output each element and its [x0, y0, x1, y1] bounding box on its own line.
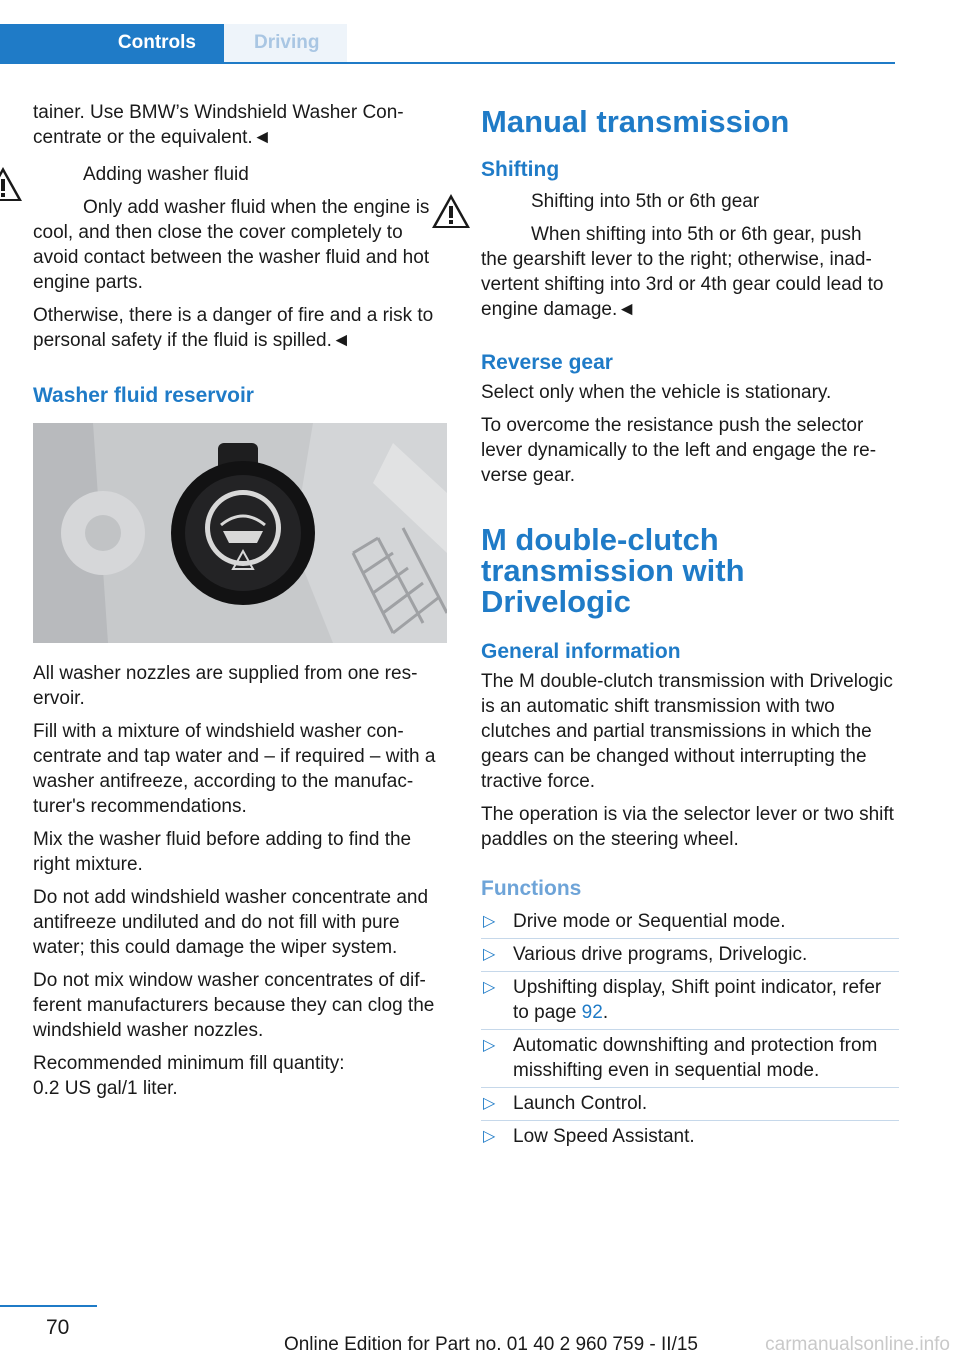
edition-text: Online Edition for Part no. 01 40 2 960 759 - II/15	[283, 1334, 698, 1355]
reverse-para-2: To overcome the resistance push the selector lever dynamically to the left and engage the reverse gear.	[481, 415, 877, 486]
list-item-text: Launch Control.	[513, 1093, 648, 1114]
fill-quantity-value: 0.2 US gal/1 liter.	[33, 1078, 178, 1099]
list-item	[481, 1121, 899, 1153]
list-item-text: Various drive programs, Drivelogic.	[513, 944, 808, 965]
right-column	[481, 100, 899, 1153]
warning-para2: Otherwise, there is a danger of fire and a risk to personal safety if the fluid is spilled.◄	[33, 305, 434, 351]
tab-driving[interactable]: Driving	[224, 24, 347, 62]
warning-body: cool, and then close the cover completely to avoid contact between the washer fluid and hot engine parts.	[33, 222, 430, 293]
warning-triangle-icon	[431, 193, 471, 229]
triangle-right-icon: ▷	[483, 913, 496, 930]
mdct-heading-line1: M double-clutch	[481, 522, 719, 557]
reservoir-cap-illustration	[33, 423, 447, 643]
washer-reservoir-photo	[33, 423, 447, 643]
warning-title: Adding washer fluid	[83, 164, 249, 185]
triangle-right-icon: ▷	[483, 1128, 496, 1145]
triangle-right-icon: ▷	[483, 979, 496, 996]
triangle-right-icon: ▷	[483, 1037, 496, 1054]
fill-quantity	[33, 1051, 451, 1101]
shifting-warning-title: Shifting into 5th or 6th gear	[531, 191, 760, 212]
list-item-text: Low Speed Assistant.	[513, 1126, 695, 1147]
mdct-heading	[481, 524, 899, 617]
left-column	[33, 100, 451, 1101]
list-item-text: Automatic downshifting and protection from misshifting even in sequential mode.	[513, 1035, 878, 1081]
page-number: 70	[46, 1316, 70, 1339]
list-item	[481, 972, 899, 1030]
tab-controls[interactable]: Controls	[0, 24, 224, 62]
general-para-1: The M double-clutch transmission with Drivelogic is an automatic shift transmission with two clutches and partial transmissions in which the gears can be changed without interrupting the tractive force.	[481, 671, 893, 792]
manual-transmission-heading: Manual transmission	[481, 104, 790, 139]
header-tabs	[0, 24, 895, 64]
shifting-warning-line1: When shifting into 5th or 6th gear, push	[531, 224, 862, 245]
list-item-text: Upshifting display, Shift point indicator, refer to page	[513, 977, 882, 1023]
list-item	[481, 1088, 899, 1121]
mdct-heading-line2: transmission with Drivelogic	[481, 553, 745, 619]
reservoir-para-5: Do not mix window washer concentrates of different manufacturers because they can clog the windshield washer nozzles.	[33, 970, 435, 1041]
functions-list	[481, 906, 899, 1153]
reservoir-para-4: Do not add windshield washer concentrate and antifreeze undiluted and do not fill with pure water; this could damage the wiper system.	[33, 887, 429, 958]
shifting-warning-body: the gearshift lever to the right; otherwise, inadvertent shifting into 3rd or 4th gear could lead to engine damage.◄	[481, 249, 884, 320]
reservoir-para-1: All washer nozzles are supplied from one reservoir.	[33, 663, 418, 709]
general-information-heading: General information	[481, 640, 681, 663]
reservoir-para-3: Mix the washer fluid before adding to find the right mixture.	[33, 829, 412, 875]
shifting-heading: Shifting	[481, 158, 560, 181]
triangle-right-icon: ▷	[483, 946, 496, 963]
list-item	[481, 906, 899, 939]
reservoir-heading: Washer fluid reservoir	[33, 384, 254, 407]
warning-line1: Only add washer fluid when the engine is	[83, 197, 430, 218]
warning-triangle-icon	[0, 166, 23, 202]
shifting-warning	[481, 189, 899, 247]
reverse-para-1: Select only when the vehicle is stationary.	[481, 382, 832, 403]
list-item-suffix: .	[602, 1002, 609, 1023]
watermark-text: carmanualsonline.info	[765, 1334, 950, 1355]
reservoir-para-2: Fill with a mixture of windshield washer concentrate and tap water and – if required – with a washer antifreeze, according to the manufacturer's recommendations.	[33, 721, 436, 817]
list-item-text: Drive mode or Sequential mode.	[513, 911, 786, 932]
fill-quantity-label: Recommended minimum fill quantity:	[33, 1053, 345, 1074]
triangle-right-icon: ▷	[483, 1095, 496, 1112]
intro-text: tainer. Use BMW’s Windshield Washer Concentrate or the equivalent.◄	[33, 102, 404, 148]
list-item	[481, 1030, 899, 1088]
general-para-2: The operation is via the selector lever or two shift paddles on the steering wheel.	[481, 804, 894, 850]
reverse-gear-heading: Reverse gear	[481, 351, 613, 374]
functions-heading: Functions	[481, 877, 582, 900]
list-item	[481, 939, 899, 972]
washer-warning	[33, 162, 451, 220]
footer-rule	[0, 1305, 97, 1307]
page-reference-link[interactable]: 92	[581, 1002, 603, 1023]
